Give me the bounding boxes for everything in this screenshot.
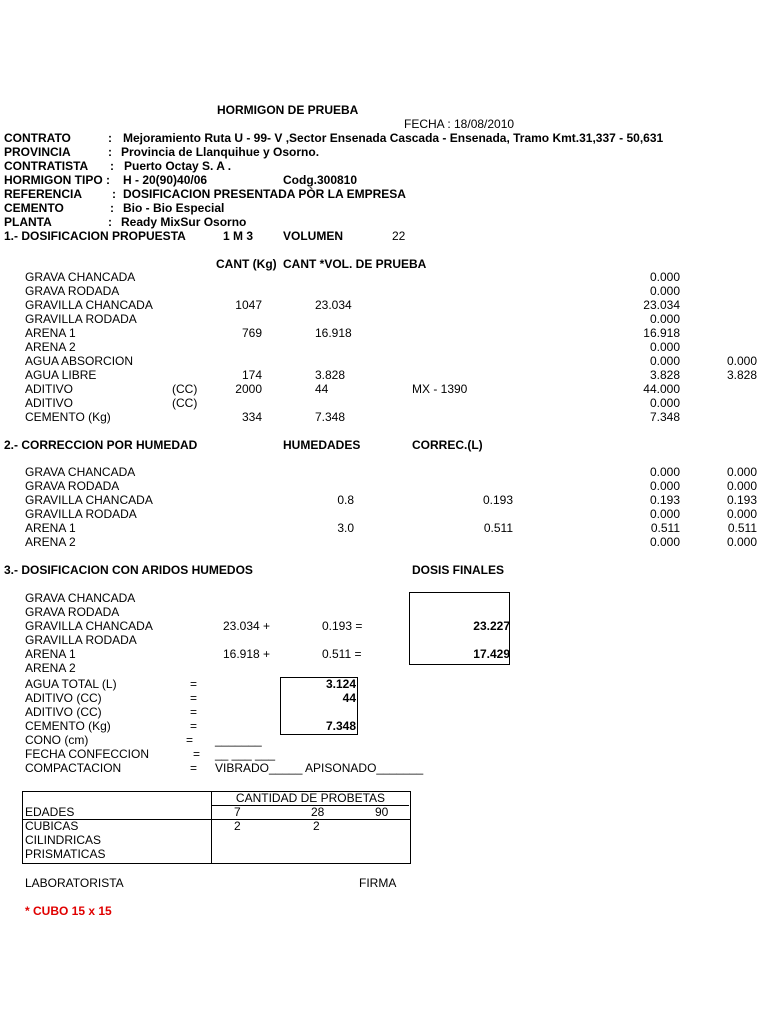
value-cell: 0.000 [726,535,757,549]
section3-title: 3.- DOSIFICACION CON ARIDOS HUMEDOS [4,563,253,577]
codigo: Codg.300810 [283,173,358,187]
prueba-cell: 16.918 [315,326,352,340]
item-eq: = [190,719,198,733]
prueba-cell: 3.828 [315,368,346,382]
material-name: GRAVILLA RODADA [25,312,137,326]
fecha-header: FECHA : 18/08/2010 [404,117,515,131]
contratista-value: Puerto Octay S. A . [124,159,232,173]
contrato-value: Mejoramiento Ruta U - 99- V ,Sector Ensenada Cascada - Ensenada, Tramo Kmt.31,337 - 50,631 [123,131,664,145]
provincia-colon: : [108,145,112,159]
item-eq: = [190,705,198,719]
volumen-label: VOLUMEN [283,229,343,243]
value-cell: 0.193 [726,493,757,507]
dosis-final-cell: 17.429 [473,647,510,661]
planta-label: PLANTA [4,215,52,229]
col-humedades-header: HUMEDADES [283,438,361,452]
value-cell: 0.000 [726,507,757,521]
cant-cell: 2000 [235,382,262,396]
total-cell: 0.000 [649,354,680,368]
material-name: ARENA 1 [25,647,76,661]
total-cell: 3.828 [649,368,680,382]
fecha-confeccion-eq: = [193,747,201,761]
provincia-value: Provincia de Llanquihue y Osorno. [121,145,320,159]
section1-title: 1.- DOSIFICACION PROPUESTA [4,229,186,243]
material-name: AGUA ABSORCION [25,354,134,368]
item-name: AGUA TOTAL (L) [25,677,117,691]
sum-a-cell: 23.034 + [223,619,271,633]
material-name: GRAVA CHANCADA [25,591,136,605]
extra-cell: 0.000 [726,354,757,368]
hormigon-tipo-value: H - 20(90)40/06 [123,173,208,187]
material-name: GRAVA RODADA [25,479,120,493]
total-cell: 0.000 [649,284,680,298]
material-name: ADITIVO [25,382,74,396]
item-name: CEMENTO (Kg) [25,719,111,733]
cant-cell: 769 [241,326,262,340]
extra-cell: 3.828 [726,368,757,382]
edad-cell: 7 [234,805,241,819]
correccion-cell: 0.193 [482,493,513,507]
cemento-value: Bio - Bio Especial [123,201,225,215]
edades-label: EDADES [25,805,75,819]
material-name: GRAVA RODADA [25,284,120,298]
value-cell: 0.000 [649,535,680,549]
item-name: ADITIVO (CC) [25,691,102,705]
material-name: AGUA LIBRE [25,368,97,382]
probetas-header: CANTIDAD DE PROBETAS [235,791,386,805]
cilindricas-label: CILINDRICAS [25,833,102,847]
material-name: GRAVA RODADA [25,605,120,619]
total-cell: 0.000 [649,340,680,354]
cono-eq: = [186,733,194,747]
planta-value: Ready MixSur Osorno [121,215,247,229]
value-cell: 0.000 [649,465,680,479]
cubo-note: * CUBO 15 x 15 [25,904,112,918]
value-cell: 0.511 [650,521,680,535]
firma-label: FIRMA [359,876,397,890]
edad-cell: 28 [311,805,325,819]
material-name: GRAVA CHANCADA [25,270,136,284]
section2-title: 2.- CORRECCION POR HUMEDAD [4,438,198,452]
cemento-colon: : [110,201,114,215]
value-cell: 0.511 [727,521,757,535]
material-name: ADITIVO [25,396,74,410]
contrato-colon: : [108,131,112,145]
cono-value: _______ [215,733,262,747]
value-cell: 0.193 [649,493,680,507]
humedad-cell: 0.8 [337,493,354,507]
referencia-colon: : [112,187,116,201]
prueba-cell: 23.034 [315,298,352,312]
contratista-label: CONTRATISTA [4,159,89,173]
item-value: 7.348 [325,719,356,733]
value-cell: 0.000 [649,479,680,493]
total-cell: 16.918 [643,326,680,340]
cubicas-label: CUBICAS [25,819,79,833]
unit-cell: (CC) [172,382,198,396]
provincia-label: PROVINCIA [4,145,71,159]
material-name: GRAVILLA CHANCADA [25,619,153,633]
section1-unit: 1 M 3 [223,229,254,243]
cono-label: CONO (cm) [25,733,89,747]
material-name: ARENA 1 [25,521,76,535]
cant-cell: 174 [241,368,262,382]
material-name: ARENA 2 [25,535,76,549]
hormigon-tipo-label: HORMIGON TIPO : [4,173,110,187]
material-name: GRAVILLA CHANCADA [25,493,153,507]
cubicas-cell: 2 [234,819,241,833]
total-cell: 0.000 [649,312,680,326]
volumen-value: 22 [392,229,406,243]
material-name: GRAVILLA CHANCADA [25,298,153,312]
cant-cell: 1047 [235,298,262,312]
aditivo-code: MX - 1390 [412,382,468,396]
col-cant-header: CANT (Kg) [216,257,277,271]
fecha-confeccion-value: __ ___ ___ [215,747,276,761]
fecha-confeccion-label: FECHA CONFECCION [25,747,150,761]
planta-colon: : [108,215,112,229]
compactacion-value: VIBRADO_____ APISONADO_______ [215,761,424,775]
dosis-final-cell: 23.227 [473,619,510,633]
item-value: 3.124 [325,677,356,691]
material-name: CEMENTO (Kg) [25,410,111,424]
unit-cell: (CC) [172,396,198,410]
cemento-label: CEMENTO [4,201,64,215]
value-cell: 0.000 [649,507,680,521]
item-eq: = [190,691,198,705]
sum-b-cell: 0.193 = [322,619,363,633]
item-value: 44 [342,691,356,705]
total-cell: 0.000 [649,270,680,284]
cubicas-cell: 2 [313,819,320,833]
referencia-value: DOSIFICACION PRESENTADA PÒR LA EMPRESA [123,187,406,201]
material-name: ARENA 2 [25,340,76,354]
material-name: GRAVILLA RODADA [25,633,137,647]
total-cell: 0.000 [649,396,680,410]
total-cell: 23.034 [643,298,680,312]
laboratorista-label: LABORATORISTA [25,876,124,890]
dosis-finales-header: DOSIS FINALES [412,563,505,577]
prismaticas-label: PRISMATICAS [25,847,106,861]
correccion-cell: 0.511 [483,521,513,535]
cant-cell: 334 [241,410,262,424]
edad-cell: 90 [375,805,389,819]
item-eq: = [190,677,198,691]
contrato-label: CONTRATO [4,131,71,145]
prueba-cell: 7.348 [315,410,346,424]
contratista-colon: : [110,159,114,173]
table-divider [22,819,410,820]
item-name: ADITIVO (CC) [25,705,102,719]
humedad-cell: 3.0 [337,521,354,535]
material-name: GRAVA CHANCADA [25,465,136,479]
document-title: HORMIGON DE PRUEBA [217,103,359,117]
sum-a-cell: 16.918 + [223,647,271,661]
material-name: ARENA 2 [25,661,76,675]
prueba-cell: 44 [315,382,329,396]
value-cell: 0.000 [726,479,757,493]
material-name: GRAVILLA RODADA [25,507,137,521]
compactacion-label: COMPACTACION [25,761,122,775]
compactacion-eq: = [190,761,198,775]
sum-b-cell: 0.511 = [322,647,362,661]
col-correc-header: CORREC.(L) [412,438,483,452]
value-cell: 0.000 [726,465,757,479]
material-name: ARENA 1 [25,326,76,340]
referencia-label: REFERENCIA [4,187,83,201]
total-cell: 44.000 [643,382,680,396]
col-prueba-header: CANT *VOL. DE PRUEBA [283,257,427,271]
total-cell: 7.348 [649,410,680,424]
